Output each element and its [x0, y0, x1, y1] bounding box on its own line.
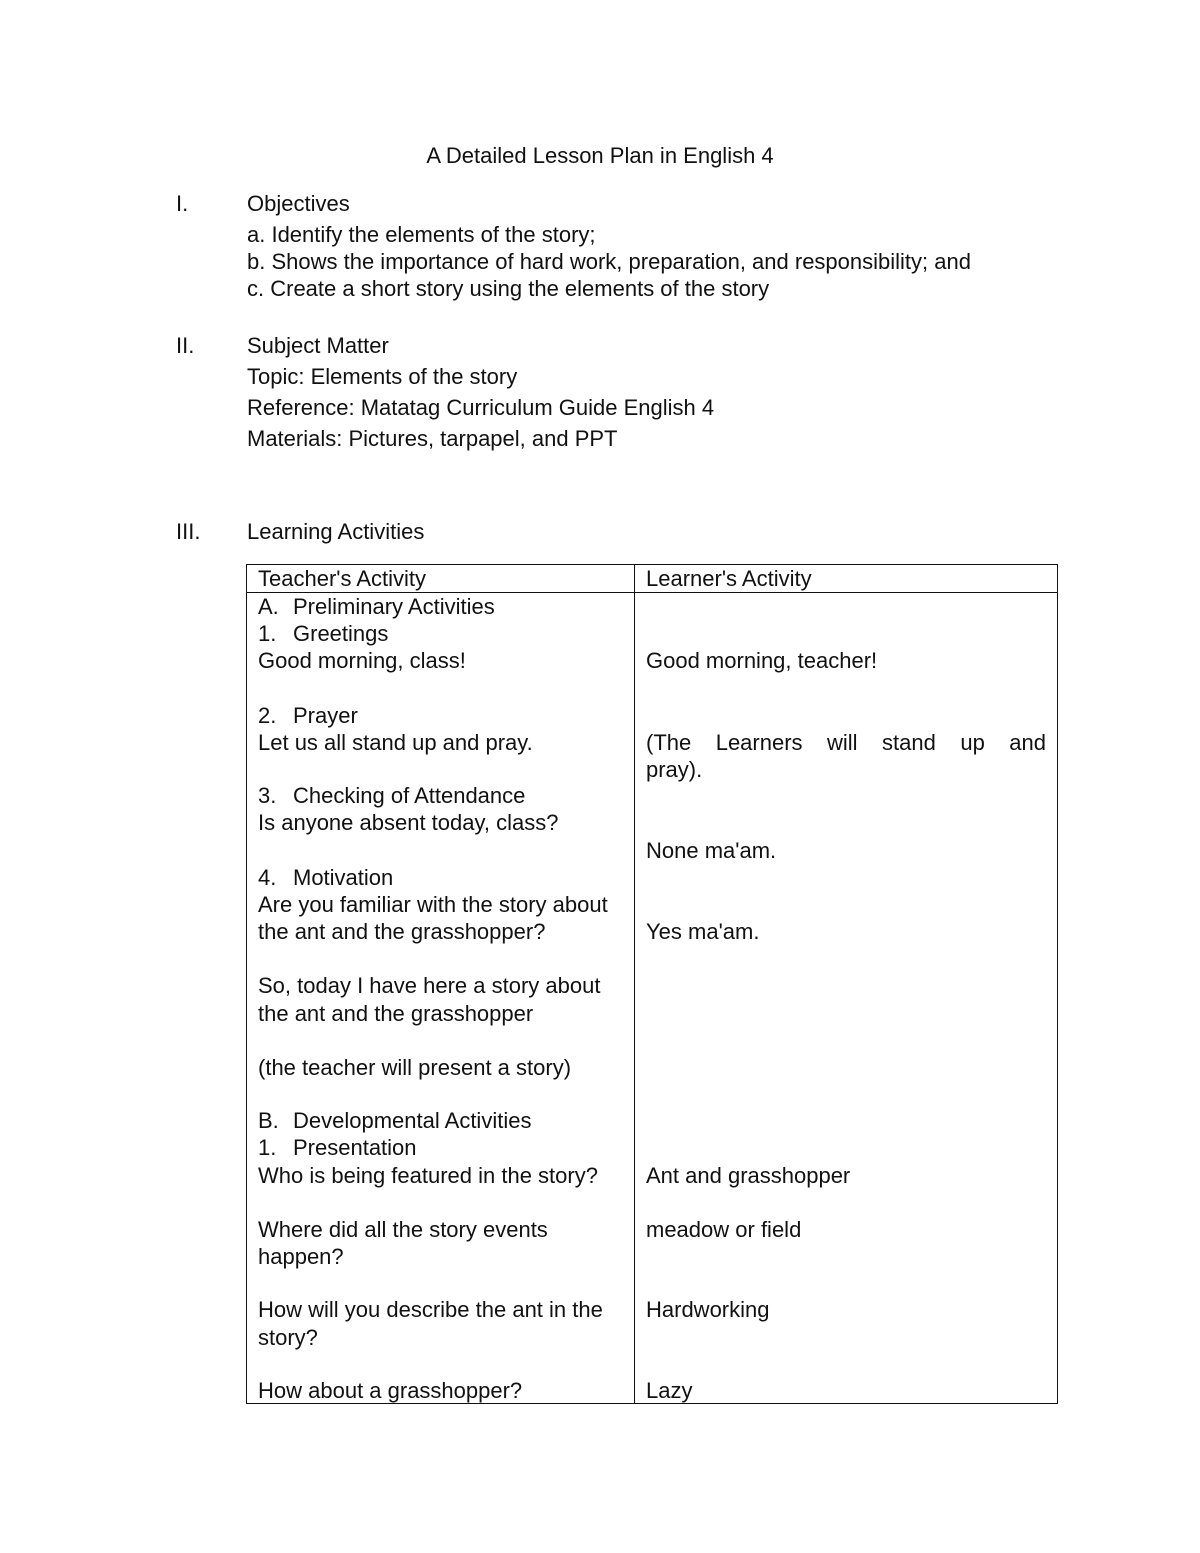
- list-number: 1.: [258, 621, 277, 646]
- list-number: 2.: [258, 703, 277, 728]
- teacher-line: How about a grasshopper?: [258, 1378, 523, 1403]
- list-letter: A.: [258, 594, 279, 619]
- section-heading: Subject Matter: [247, 333, 389, 358]
- presentation-heading: Presentation: [293, 1135, 417, 1160]
- teacher-activity-header: Teacher's Activity: [247, 565, 635, 593]
- objective-item: b. Shows the importance of hard work, preparation, and responsibility; and: [247, 249, 971, 274]
- teacher-line: (the teacher will present a story): [258, 1055, 572, 1080]
- section-numeral: I.: [176, 191, 189, 216]
- attendance-heading: Checking of Attendance: [293, 783, 526, 808]
- motivation-heading: Motivation: [293, 865, 394, 890]
- teacher-line: story?: [258, 1325, 318, 1350]
- teacher-line: Let us all stand up and pray.: [258, 730, 533, 755]
- teacher-line: Who is being featured in the story?: [258, 1163, 598, 1188]
- teacher-line: Where did all the story events: [258, 1217, 548, 1242]
- section-heading: Objectives: [247, 191, 350, 216]
- list-number: 3.: [258, 783, 277, 808]
- materials-line: Materials: Pictures, tarpapel, and PPT: [247, 426, 618, 451]
- teacher-line: So, today I have here a story about: [258, 973, 601, 998]
- greetings-heading: Greetings: [293, 621, 389, 646]
- teacher-line: Good morning, class!: [258, 648, 466, 673]
- preliminary-heading: Preliminary Activities: [293, 594, 495, 619]
- activities-table: [246, 564, 1058, 1404]
- teacher-activity-cell: [247, 593, 635, 1404]
- learner-line: Hardworking: [646, 1297, 770, 1322]
- list-number: 4.: [258, 865, 277, 890]
- list-number: 1.: [258, 1135, 277, 1160]
- table-body-row: [247, 593, 1058, 1404]
- reference-line: Reference: Matatag Curriculum Guide English 4: [247, 395, 715, 420]
- section-heading: Learning Activities: [247, 519, 425, 544]
- learner-line: Lazy: [646, 1378, 693, 1403]
- learner-activity-header: Learner's Activity: [635, 565, 1058, 593]
- prayer-heading: Prayer: [293, 703, 358, 728]
- learner-activity-cell: [635, 593, 1058, 1404]
- page-title: A Detailed Lesson Plan in English 4: [426, 143, 774, 168]
- table-header-row: [247, 565, 1058, 593]
- learner-line: (The Learners will stand up and: [646, 730, 1046, 755]
- teacher-line: Are you familiar with the story about: [258, 892, 608, 917]
- teacher-line: the ant and the grasshopper: [258, 1001, 534, 1026]
- developmental-heading: Developmental Activities: [293, 1108, 532, 1133]
- learner-line: Yes ma'am.: [646, 919, 760, 944]
- section-numeral: III.: [176, 519, 201, 544]
- objective-item: a. Identify the elements of the story;: [247, 222, 596, 247]
- teacher-line: How will you describe the ant in the: [258, 1297, 603, 1322]
- learner-line: pray).: [646, 757, 703, 782]
- learner-line: Ant and grasshopper: [646, 1163, 851, 1188]
- section-numeral: II.: [176, 333, 195, 358]
- objective-item: c. Create a short story using the elements of the story: [247, 276, 770, 301]
- teacher-line: Is anyone absent today, class?: [258, 810, 559, 835]
- list-letter: B.: [258, 1108, 279, 1133]
- teacher-line: happen?: [258, 1244, 344, 1269]
- learner-line: Good morning, teacher!: [646, 648, 878, 673]
- teacher-line: the ant and the grasshopper?: [258, 919, 546, 944]
- learner-line: meadow or field: [646, 1217, 802, 1242]
- topic-line: Topic: Elements of the story: [247, 364, 518, 389]
- learner-line: None ma'am.: [646, 838, 777, 863]
